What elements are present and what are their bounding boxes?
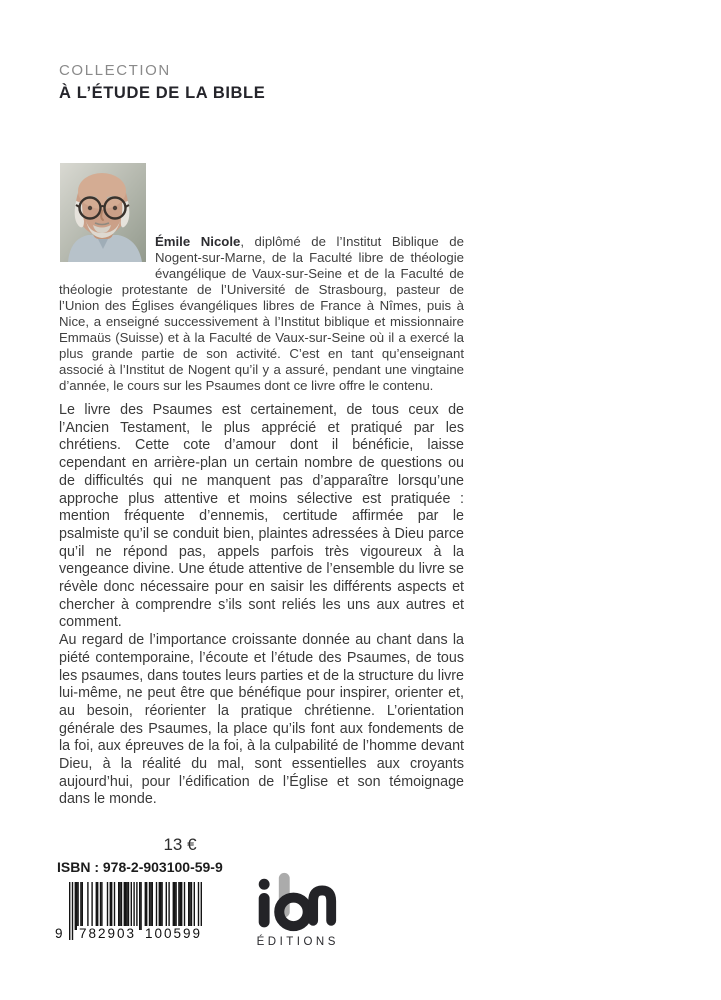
ibn-logo-icon <box>254 870 338 932</box>
header <box>59 62 265 103</box>
description-paragraph-2: Au regard de l’importance croissante donnée au chant dans la piété contemporaine, l’écoute et l’étude des Psaumes, de tous les psaumes, dans toutes leurs parties et de la structure du livre lui-même, ne peut être que bénéfique pour inspirer, orienter et, au besoin, réorienter la pratique chrétienne. L’orientation générale des Psaumes, la place qu’ils font aux fondements de la foi, aux épreuves de la foi, à la culpabilité de l’homme devant Dieu, à la réalité du mal, sont essentielles aux croyants aujourd’hui, pour l’édification de l’Église et son témoignage dans le monde. <box>59 632 464 808</box>
ean13-barcode <box>55 882 215 946</box>
publisher-name: ÉDITIONS <box>256 936 339 948</box>
barcode-first-digit: 9 <box>55 926 63 941</box>
book-description <box>59 402 464 809</box>
photo-wrap-spacer <box>59 234 155 280</box>
series-title: À L’ÉTUDE DE LA BIBLE <box>59 84 266 102</box>
price: 13 € <box>163 835 197 854</box>
collection-label: COLLECTION <box>59 62 171 79</box>
description-paragraph-1: Le livre des Psaumes est certainement, de tous ceux de l’Ancien Testament, le plus apprécié et pratiqué par les chrétiens. Cette cote d’amour dont il bénéficie, laisse cependant en arrière-plan un certain nombre de questions ou de difficultés qui ne manquent pas d’apparaître lorsqu’une approche plus attentive et moins sélective est pratiquée : mention fréquente d’ennemis, certitude affirmée par le psalmiste qu’il se conduit bien, plaintes adressées à Dieu parce qu’il ne répond pas, appels parfois très vigoureux à la vengeance divine. Une étude attentive de l’ensemble du livre se révèle donc nécessaire pour en saisir les différents aspects et chercher à comprendre s’ils sont reliés les uns aux autres et comment. <box>59 402 464 631</box>
isbn-label: ISBN : 978-2-903100-59-9 <box>57 859 223 875</box>
barcode-group1: 782903 <box>79 926 137 941</box>
barcode-group2: 100599 <box>145 926 203 941</box>
publisher-block <box>236 870 356 948</box>
author-name: Émile Nicole <box>155 234 241 250</box>
author-bio <box>59 234 464 394</box>
author-bio-text: , diplômé de l’Institut Biblique de Nogent-sur-Marne, de la Faculté libre de théologie évangélique de Vaux-sur-Seine et de la Faculté de théologie protestante de l’Université de Strasbourg, pasteur de l’Union des Églises évangéliques libres de France à Nîmes, puis à Nice, a enseigné successivement à l’Institut biblique et missionnaire Emmaüs (Suisse) et à la Faculté de Vaux-sur-Seine où il a exercé la plus grande partie de son activité. C’est en tant qu’enseignant associé à l’Institut de Nogent qu’il y a assuré, pendant une vingtaine d’année, le cours sur les Psaumes dont ce livre offre le contenu. <box>59 234 464 394</box>
